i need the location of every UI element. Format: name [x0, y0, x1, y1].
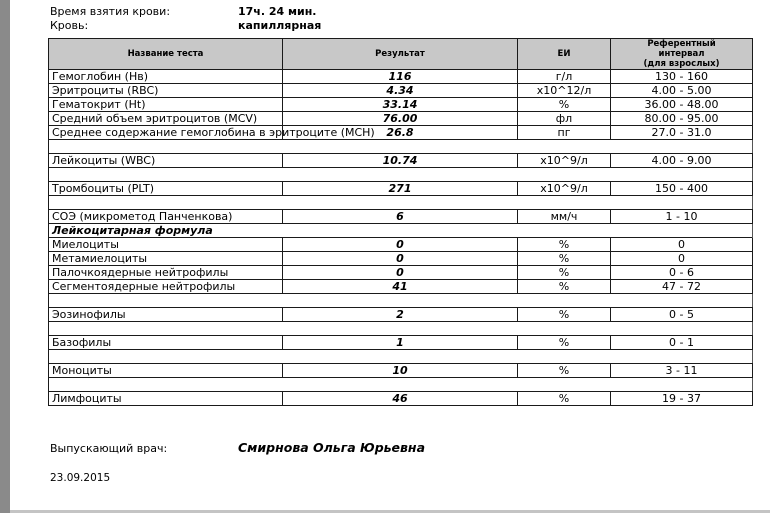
- test-reference: 0 - 6: [611, 266, 753, 280]
- test-name: Среднее содержание гемоглобина в эритроците (MCH): [49, 126, 283, 140]
- test-unit: х10^12/л: [518, 84, 611, 98]
- test-reference: 27.0 - 31.0: [611, 126, 753, 140]
- test-unit: мм/ч: [518, 210, 611, 224]
- blood-type-value: капиллярная: [238, 19, 322, 32]
- test-name: Тромбоциты (PLT): [49, 182, 283, 196]
- spacer-row: [49, 168, 753, 182]
- test-result: 46: [283, 392, 518, 406]
- table-row: [49, 126, 753, 140]
- test-unit: %: [518, 336, 611, 350]
- column-header-reference: [611, 39, 753, 70]
- table-row: [49, 112, 753, 126]
- test-result: 0: [283, 238, 518, 252]
- test-result: 1: [283, 336, 518, 350]
- table-row: [49, 252, 753, 266]
- test-unit: %: [518, 266, 611, 280]
- test-result: 10: [283, 364, 518, 378]
- column-header-result: Результат: [283, 39, 518, 70]
- section-title-leukocyte-formula: Лейкоцитарная формула: [49, 224, 753, 238]
- spacer-row: [49, 322, 753, 336]
- test-unit: %: [518, 364, 611, 378]
- section-row: [49, 224, 753, 238]
- test-reference: 19 - 37: [611, 392, 753, 406]
- test-reference: 3 - 11: [611, 364, 753, 378]
- spacer-row: [49, 294, 753, 308]
- test-reference: 4.00 - 5.00: [611, 84, 753, 98]
- test-reference: 4.00 - 9.00: [611, 154, 753, 168]
- test-reference: 0 - 1: [611, 336, 753, 350]
- test-unit: %: [518, 238, 611, 252]
- issuing-doctor-label: Выпускающий врач:: [50, 442, 168, 455]
- test-unit: %: [518, 252, 611, 266]
- table-row: [49, 98, 753, 112]
- table-row: [49, 308, 753, 322]
- test-reference: 0: [611, 238, 753, 252]
- test-reference: 0 - 5: [611, 308, 753, 322]
- test-name: Базофилы: [49, 336, 283, 350]
- test-result: 76.00: [283, 112, 518, 126]
- spacer-row: [49, 196, 753, 210]
- table-row: [49, 280, 753, 294]
- test-name: Миелоциты: [49, 238, 283, 252]
- column-header-unit: ЕИ: [518, 39, 611, 70]
- test-unit: пг: [518, 126, 611, 140]
- blood-type-label: Кровь:: [50, 19, 89, 32]
- test-name: СОЭ (микрометод Панченкова): [49, 210, 283, 224]
- spacer-row: [49, 378, 753, 392]
- test-unit: %: [518, 308, 611, 322]
- page-left-edge: [0, 0, 10, 513]
- test-name: Моноциты: [49, 364, 283, 378]
- table-row: [49, 364, 753, 378]
- table-header-row: [49, 39, 753, 70]
- test-name: Эритроциты (RBC): [49, 84, 283, 98]
- test-name: Палочкоядерные нейтрофилы: [49, 266, 283, 280]
- test-name: Сегментоядерные нейтрофилы: [49, 280, 283, 294]
- spacer-row: [49, 350, 753, 364]
- test-unit: %: [518, 98, 611, 112]
- test-name: Гематокрит (Ht): [49, 98, 283, 112]
- issuing-doctor-name: Смирнова Ольга Юрьевна: [238, 440, 426, 455]
- results-table: [48, 38, 753, 406]
- test-result: 271: [283, 182, 518, 196]
- blood-time-value: 17ч. 24 мин.: [238, 5, 317, 18]
- test-reference: 1 - 10: [611, 210, 753, 224]
- test-result: 41: [283, 280, 518, 294]
- test-unit: фл: [518, 112, 611, 126]
- test-name: Лимфоциты: [49, 392, 283, 406]
- test-result: 10.74: [283, 154, 518, 168]
- test-result: 2: [283, 308, 518, 322]
- test-name: Лейкоциты (WBC): [49, 154, 283, 168]
- table-row: [49, 266, 753, 280]
- report-date: 23.09.2015: [50, 472, 111, 484]
- table-row: [49, 154, 753, 168]
- table-row: [49, 210, 753, 224]
- table-row: [49, 392, 753, 406]
- spacer-row: [49, 140, 753, 154]
- table-row: [49, 336, 753, 350]
- test-reference: 36.00 - 48.00: [611, 98, 753, 112]
- test-result: 33.14: [283, 98, 518, 112]
- table-row: [49, 182, 753, 196]
- test-reference: 130 - 160: [611, 70, 753, 84]
- test-result: 0: [283, 252, 518, 266]
- test-reference: 150 - 400: [611, 182, 753, 196]
- test-reference: 47 - 72: [611, 280, 753, 294]
- test-reference: 80.00 - 95.00: [611, 112, 753, 126]
- table-row: [49, 84, 753, 98]
- ref-header-line: Референтный: [647, 39, 716, 49]
- test-name: Метамиелоциты: [49, 252, 283, 266]
- table-row: [49, 70, 753, 84]
- test-unit: х10^9/л: [518, 154, 611, 168]
- blood-time-label: Время взятия крови:: [50, 5, 171, 18]
- test-unit: %: [518, 392, 611, 406]
- test-name: Средний объем эритроцитов (MCV): [49, 112, 283, 126]
- test-name: Эозинофилы: [49, 308, 283, 322]
- column-header-test-name: Название теста: [49, 39, 283, 70]
- test-result: 0: [283, 266, 518, 280]
- ref-header-line: интервал: [658, 49, 705, 59]
- test-unit: х10^9/л: [518, 182, 611, 196]
- ref-header-line: (для взрослых): [643, 59, 720, 69]
- table-row: [49, 238, 753, 252]
- test-result: 116: [283, 70, 518, 84]
- test-reference: 0: [611, 252, 753, 266]
- test-result: 6: [283, 210, 518, 224]
- test-result: 26.8: [283, 126, 518, 140]
- test-unit: %: [518, 280, 611, 294]
- test-result: 4.34: [283, 84, 518, 98]
- test-unit: г/л: [518, 70, 611, 84]
- test-name: Гемоглобин (Нв): [49, 70, 283, 84]
